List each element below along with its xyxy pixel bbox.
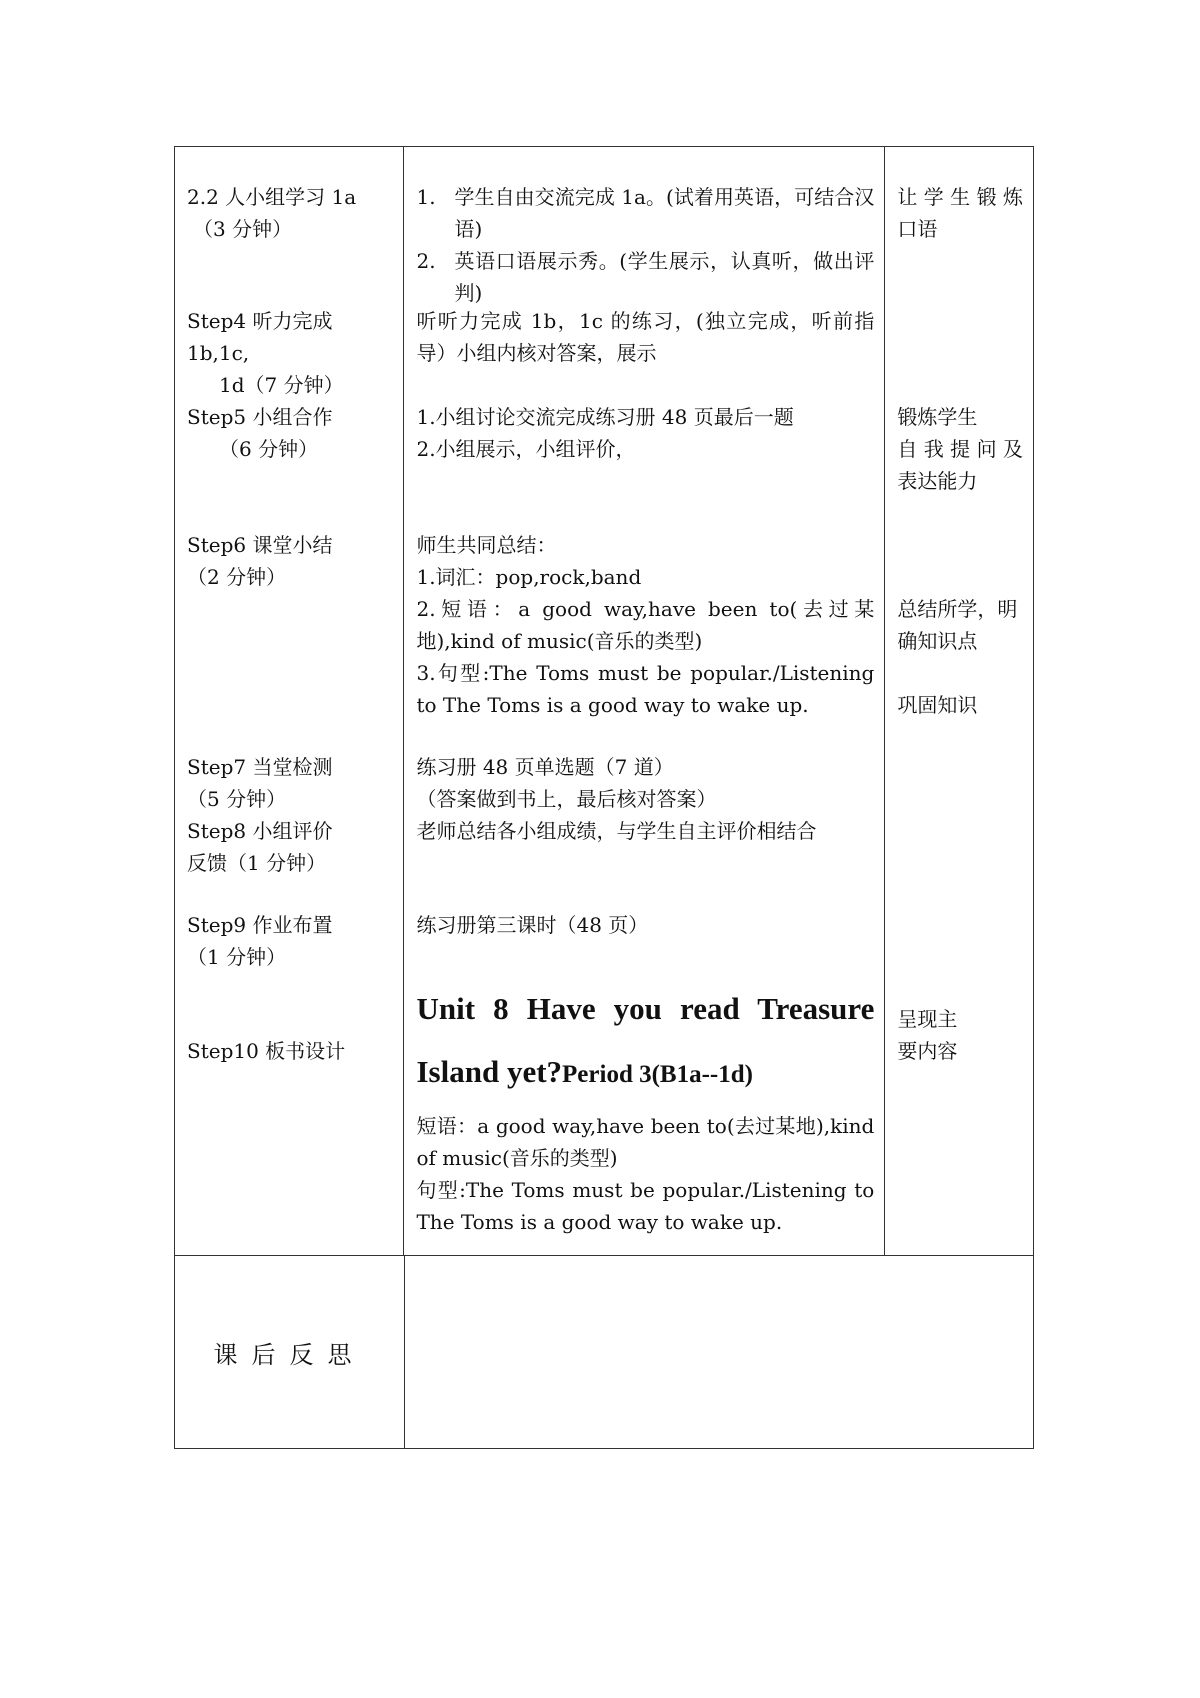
- list-number: 1.: [416, 185, 436, 209]
- purpose-step-10: [897, 1003, 1023, 1067]
- step-5: [187, 401, 397, 465]
- purpose-line: 让学生锻炼: [897, 185, 1023, 209]
- step-label: Step7 当堂检测: [187, 755, 333, 779]
- purpose-line: 总结所学，明: [897, 597, 1018, 621]
- step-group-study: [187, 181, 397, 245]
- purpose-column: [885, 147, 1033, 1255]
- board-title: [416, 977, 874, 1106]
- lesson-plan-table: [174, 146, 1034, 1449]
- step-time: （2 分钟）: [187, 565, 287, 589]
- step-time: 1d（7 分钟）: [219, 373, 344, 397]
- step-8: [187, 815, 397, 879]
- step-10: [187, 1035, 397, 1067]
- reflection-content-cell: [405, 1256, 1033, 1448]
- board-design: [416, 977, 874, 1238]
- step-label: Step9 作业布置: [187, 913, 333, 937]
- reflection-label-cell: [175, 1256, 405, 1448]
- purpose-line: 确知识点: [897, 629, 978, 653]
- reflection-label: 课后反思: [213, 1340, 366, 1369]
- step-label: Step10 板书设计: [187, 1039, 346, 1063]
- purpose-line: 自我提问及: [897, 437, 1023, 461]
- purpose-step-6: [897, 593, 1023, 721]
- board-phrases: 短语：a good way,have been to(去过某地),kind of music(音乐的类型): [416, 1114, 875, 1170]
- activity-line: （答案做到书上，最后核对答案）: [416, 787, 717, 811]
- board-title-line: Unit 8 Have you read Treasure: [416, 991, 875, 1026]
- step-4: [187, 305, 397, 401]
- step-time: （5 分钟）: [187, 787, 287, 811]
- purpose-step-5: [897, 401, 1023, 497]
- procedure-row: [175, 147, 1033, 1256]
- activity-line: 练习册 48 页单选题（7 道）: [416, 755, 674, 779]
- summary-intro: 师生共同总结：: [416, 533, 557, 557]
- activity-step-8: [416, 815, 874, 847]
- summary-vocabulary: 1.词汇：pop,rock,band: [416, 565, 642, 589]
- purpose-line: 呈现主: [897, 1007, 958, 1031]
- purpose-line: 口语: [897, 217, 938, 241]
- activity-line: 2.小组展示，小组评价，: [416, 437, 636, 461]
- step-time: （6 分钟）: [219, 437, 319, 461]
- board-title-line: Island yet?: [416, 1054, 563, 1089]
- purpose-line: 表达能力: [897, 469, 978, 493]
- activity-group-study: [416, 181, 874, 309]
- list-item: [416, 245, 874, 309]
- purpose-line: 要内容: [897, 1039, 958, 1063]
- activity-step-4: 听听力完成 1b，1c 的练习，(独立完成，听前指导）小组内核对答案，展示: [416, 309, 875, 365]
- reflection-row: [175, 1256, 1033, 1448]
- step-time: 反馈（1 分钟）: [187, 851, 327, 875]
- activity-step-5: [416, 401, 874, 465]
- purpose-line: 巩固知识: [897, 693, 978, 717]
- summary-sentences: 3.句型:The Toms must be popular./Listening to The Toms is a good way to wake up.: [416, 661, 875, 717]
- purpose-group-study: [897, 181, 1023, 245]
- steps-column: [175, 147, 404, 1255]
- activity-step-6: [416, 529, 874, 721]
- list-text: 学生自由交流完成 1a。(试着用英语，可结合汉语): [454, 185, 875, 241]
- step-9: [187, 909, 397, 973]
- step-6: [187, 529, 397, 593]
- step-label: Step6 课堂小结: [187, 533, 333, 557]
- activities-column: [404, 147, 885, 1255]
- board-sentences: 句型:The Toms must be popular./Listening to The Toms is a good way to wake up.: [416, 1178, 875, 1234]
- step-label: Step8 小组评价: [187, 819, 333, 843]
- step-label: 2.2 人小组学习 1a: [187, 185, 357, 209]
- board-period: Period 3(B1a--1d): [562, 1061, 753, 1088]
- list-number: 2.: [416, 249, 436, 273]
- purpose-line: 锻炼学生: [897, 405, 978, 429]
- step-7: [187, 751, 397, 815]
- list-text: 英语口语展示秀。(学生展示，认真听，做出评判): [454, 249, 875, 305]
- step-time: （1 分钟）: [187, 945, 287, 969]
- activity-line: 老师总结各小组成绩，与学生自主评价相结合: [416, 819, 817, 843]
- summary-phrases: 2.短语：a good way,have been to(去过某地),kind of music(音乐的类型): [416, 597, 875, 653]
- activity-line: 1.小组讨论交流完成练习册 48 页最后一题: [416, 405, 794, 429]
- step-time: （3 分钟）: [193, 217, 293, 241]
- list-item: [416, 181, 874, 245]
- activity-line: 练习册第三课时（48 页）: [416, 913, 649, 937]
- activity-step-9: [416, 909, 874, 941]
- step-label: Step5 小组合作: [187, 405, 333, 429]
- step-label: Step4 听力完成 1b,1c,: [187, 309, 333, 365]
- activity-step-7: [416, 751, 874, 815]
